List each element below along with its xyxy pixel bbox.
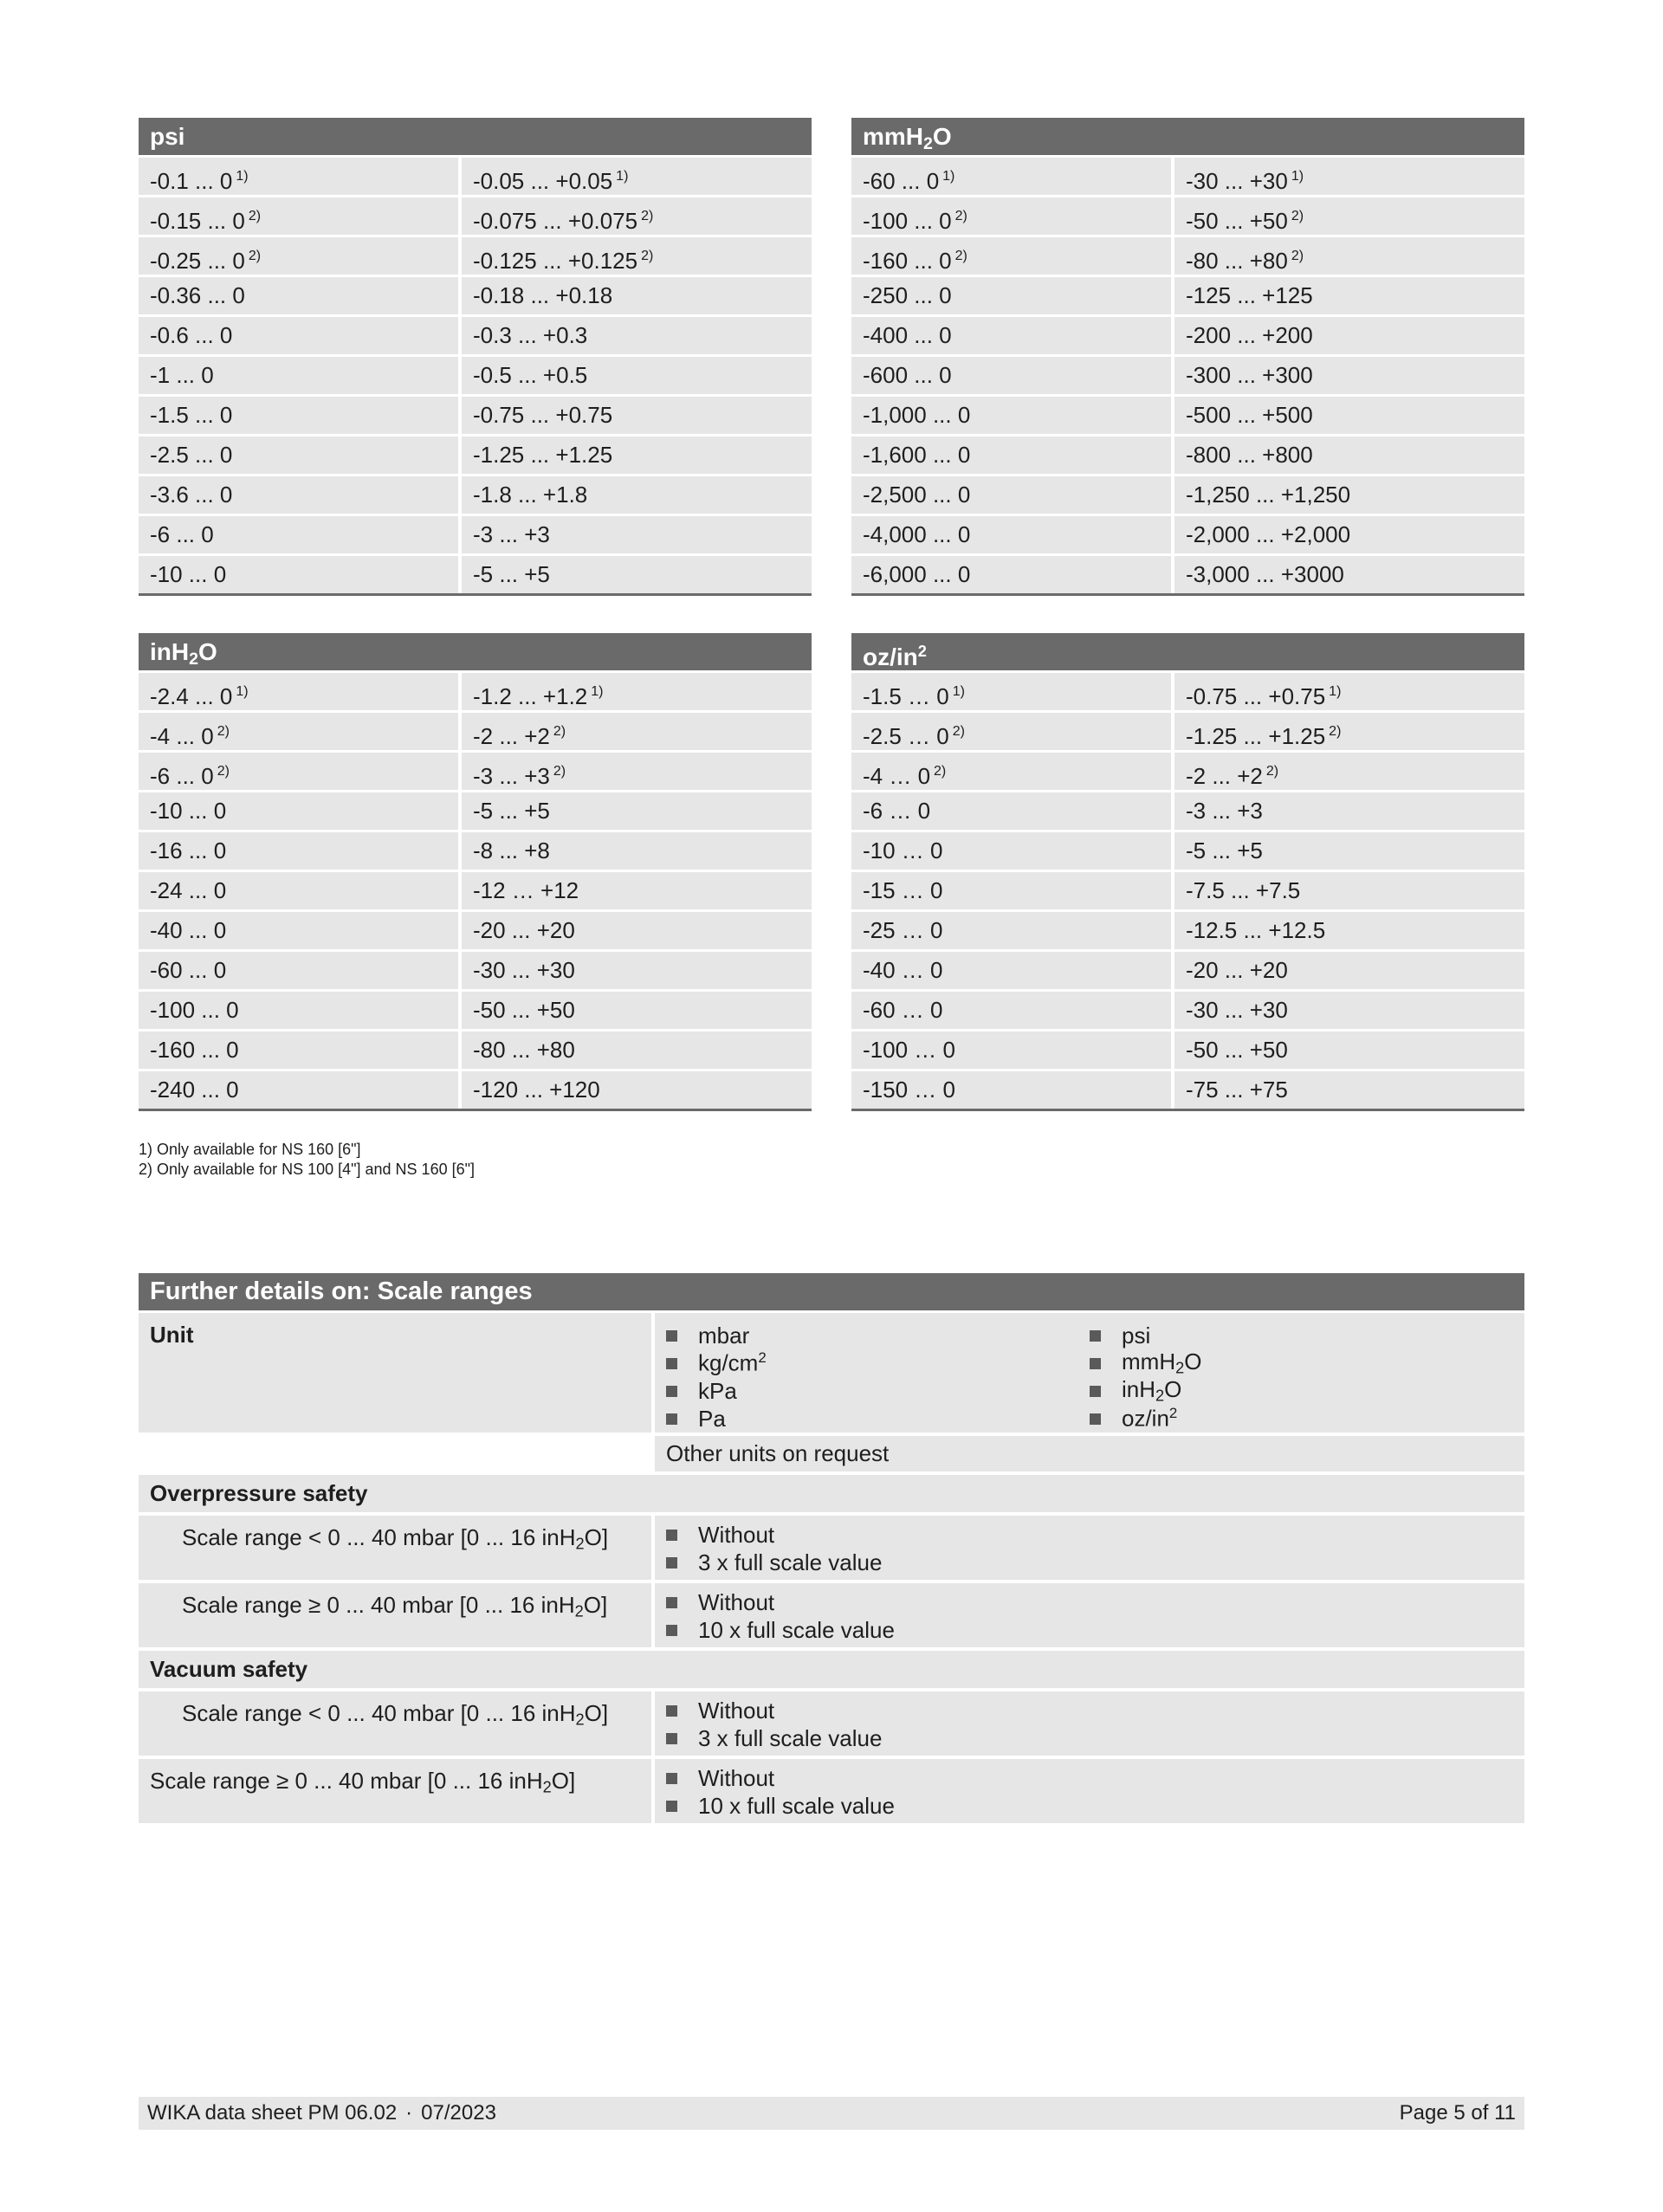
- table-row: [851, 832, 1524, 870]
- symmetric-range-cell: -7.5 ... +7.5: [1174, 872, 1524, 909]
- bullet-icon: [666, 1597, 677, 1608]
- table-row: [139, 556, 812, 593]
- table-title-ozin2: $oz/in^2$: [851, 633, 1524, 673]
- page-footer: [139, 2097, 1524, 2130]
- range-cell: -4 … 0 $^{2)}$: [851, 753, 1171, 790]
- units-list-1: [666, 1322, 1090, 1433]
- table-row: [139, 516, 812, 553]
- vacuum-options-ge: Without 10 x full scale value: [666, 1764, 1513, 1820]
- symmetric-range-cell: -0.75 ... +0.75 $^{1)}$: [1174, 673, 1524, 710]
- range-cell: -2.5 … 0 $^{2)}$: [851, 713, 1171, 750]
- symmetric-range-cell: -80 ... +80: [462, 1032, 812, 1069]
- other-units: Other units on request: [655, 1436, 1524, 1471]
- overpressure-options-ge: Without 10 x full scale value: [666, 1588, 1513, 1644]
- table-row: [139, 397, 812, 434]
- overpressure-range-ge: Scale range ≥ 0 ... 40 mbar [0 ... 16 inH$_2$O]: [139, 1583, 651, 1647]
- unit-item: $kg/cm^2$: [666, 1349, 1090, 1377]
- units-list-2: [1090, 1322, 1513, 1433]
- symmetric-range-cell: -200 ... +200: [1174, 317, 1524, 354]
- overpressure-row-lt: [139, 1516, 1524, 1580]
- bullet-icon: [666, 1705, 677, 1717]
- table-row: [139, 753, 812, 790]
- symmetric-range-cell: -3 ... +3: [1174, 792, 1524, 830]
- symmetric-range-cell: -20 ... +20: [1174, 952, 1524, 989]
- table-row: [851, 237, 1524, 275]
- range-cell: -2.4 ... 0 $^{1)}$: [139, 673, 458, 710]
- range-cell: -0.6 ... 0: [139, 317, 458, 354]
- table-row: [851, 197, 1524, 235]
- table-row: [851, 673, 1524, 710]
- psi-table: [139, 118, 812, 596]
- symmetric-range-cell: -50 ... +50: [462, 992, 812, 1029]
- table-row: [139, 357, 812, 394]
- range-cell: -240 ... 0: [139, 1071, 458, 1109]
- table-row: [139, 437, 812, 474]
- range-cell: -100 ... 0 $^{2)}$: [851, 197, 1171, 235]
- table-row: [851, 397, 1524, 434]
- table-row: [851, 277, 1524, 314]
- range-cell: -16 ... 0: [139, 832, 458, 870]
- symmetric-range-cell: -1.2 ... +1.2 $^{1)}$: [462, 673, 812, 710]
- table-row: [851, 952, 1524, 989]
- bullet-icon: [666, 1413, 677, 1425]
- table-row: [851, 872, 1524, 909]
- table-row: [851, 1071, 1524, 1109]
- range-cell: -40 ... 0: [139, 912, 458, 949]
- unit-label: Unit: [139, 1313, 651, 1433]
- bullet-icon: [1090, 1330, 1101, 1342]
- table-row: [139, 317, 812, 354]
- table-row: [139, 237, 812, 275]
- table-row: [139, 673, 812, 710]
- table-row: [139, 197, 812, 235]
- unit-item: mbar: [666, 1322, 1090, 1349]
- bullet-icon: [666, 1330, 677, 1342]
- table-bottom-rule: [851, 593, 1524, 596]
- symmetric-range-cell: -0.75 ... +0.75: [462, 397, 812, 434]
- symmetric-range-cell: -2 ... +2 $^{2)}$: [462, 713, 812, 750]
- range-cell: -6 … 0: [851, 792, 1171, 830]
- bullet-icon: [666, 1801, 677, 1812]
- table-bottom-rule: [139, 1109, 812, 1111]
- range-cell: -40 … 0: [851, 952, 1171, 989]
- table-row: [851, 158, 1524, 195]
- bullet-icon: [1090, 1386, 1101, 1397]
- bullet-icon: [666, 1733, 677, 1744]
- range-cell: -1,000 ... 0: [851, 397, 1171, 434]
- table-row: [139, 713, 812, 750]
- overpressure-range-lt: Scale range < 0 ... 40 mbar [0 ... 16 inH$_2$O]: [139, 1516, 651, 1580]
- table-title-mmh2o: mmH$_2$O: [851, 118, 1524, 158]
- symmetric-range-cell: -12.5 ... +12.5: [1174, 912, 1524, 949]
- range-cell: -60 ... 0: [139, 952, 458, 989]
- range-cell: -100 ... 0: [139, 992, 458, 1029]
- vacuum-label: Vacuum safety: [139, 1651, 1524, 1688]
- table-row: [851, 1032, 1524, 1069]
- range-cell: -24 ... 0: [139, 872, 458, 909]
- symmetric-range-cell: -8 ... +8: [462, 832, 812, 870]
- range-cell: -1,600 ... 0: [851, 437, 1171, 474]
- table-bottom-rule: [851, 1109, 1524, 1111]
- symmetric-range-cell: -3 ... +3: [462, 516, 812, 553]
- footnote-2: 2) Only available for NS 100 [4"] and NS 160 [6"]: [139, 1161, 475, 1178]
- details-title: Further details on: Scale ranges: [139, 1273, 1524, 1310]
- bullet-icon: [666, 1358, 677, 1369]
- symmetric-range-cell: -3,000 ... +3000: [1174, 556, 1524, 593]
- range-cell: -150 … 0: [851, 1071, 1171, 1109]
- table-row: [851, 912, 1524, 949]
- range-cell: -3.6 ... 0: [139, 476, 458, 514]
- table-row: [851, 992, 1524, 1029]
- symmetric-range-cell: -30 ... +30 $^{1)}$: [1174, 158, 1524, 195]
- symmetric-range-cell: -0.5 ... +0.5: [462, 357, 812, 394]
- table-bottom-rule: [139, 593, 812, 596]
- range-cell: -4,000 ... 0: [851, 516, 1171, 553]
- unit-item: psi: [1090, 1322, 1513, 1349]
- symmetric-range-cell: -80 ... +80 $^{2)}$: [1174, 237, 1524, 275]
- table-row: [851, 476, 1524, 514]
- symmetric-range-cell: -0.05 ... +0.05 $^{1)}$: [462, 158, 812, 195]
- table-row: [851, 437, 1524, 474]
- range-cell: -0.25 ... 0 $^{2)}$: [139, 237, 458, 275]
- table-row: [139, 792, 812, 830]
- footnotes: [139, 1140, 475, 1180]
- symmetric-range-cell: -2,000 ... +2,000: [1174, 516, 1524, 553]
- vacuum-range-lt: Scale range < 0 ... 40 mbar [0 ... 16 inH$_2$O]: [139, 1691, 651, 1756]
- symmetric-range-cell: -1.8 ... +1.8: [462, 476, 812, 514]
- range-cell: -1 ... 0: [139, 357, 458, 394]
- table-row: [139, 1071, 812, 1109]
- ozin2-table: [851, 633, 1524, 1111]
- inh2o-table: [139, 633, 812, 1111]
- overpressure-label: Overpressure safety: [139, 1475, 1524, 1512]
- table-title-inh2o: inH$_2$O: [139, 633, 812, 673]
- overpressure-options-lt: Without 3 x full scale value: [666, 1521, 1513, 1576]
- symmetric-range-cell: -75 ... +75: [1174, 1071, 1524, 1109]
- range-cell: -160 ... 0 $^{2)}$: [851, 237, 1171, 275]
- symmetric-range-cell: -1.25 ... +1.25 $^{2)}$: [1174, 713, 1524, 750]
- symmetric-range-cell: -800 ... +800: [1174, 437, 1524, 474]
- range-cell: -60 ... 0 $^{1)}$: [851, 158, 1171, 195]
- vacuum-row-ge: [139, 1759, 1524, 1823]
- mmh2o-table: [851, 118, 1524, 596]
- bullet-icon: [666, 1530, 677, 1541]
- unit-item: kPa: [666, 1377, 1090, 1405]
- range-cell: -25 … 0: [851, 912, 1171, 949]
- range-cell: -4 ... 0 $^{2)}$: [139, 713, 458, 750]
- unit-item: inH$_2$O: [1090, 1377, 1513, 1405]
- symmetric-range-cell: -5 ... +5: [462, 556, 812, 593]
- symmetric-range-cell: -1.25 ... +1.25: [462, 437, 812, 474]
- symmetric-range-cell: -50 ... +50: [1174, 1032, 1524, 1069]
- range-cell: -6 ... 0: [139, 516, 458, 553]
- table-row: [851, 713, 1524, 750]
- bullet-icon: [666, 1557, 677, 1568]
- symmetric-range-cell: -0.18 ... +0.18: [462, 277, 812, 314]
- range-cell: -1.5 ... 0: [139, 397, 458, 434]
- table-row: [139, 158, 812, 195]
- table-row: [139, 832, 812, 870]
- range-cell: -2.5 ... 0: [139, 437, 458, 474]
- symmetric-range-cell: -5 ... +5: [462, 792, 812, 830]
- symmetric-range-cell: -1,250 ... +1,250: [1174, 476, 1524, 514]
- range-cell: -10 ... 0: [139, 556, 458, 593]
- symmetric-range-cell: -3 ... +3 $^{2)}$: [462, 753, 812, 790]
- symmetric-range-cell: -2 ... +2 $^{2)}$: [1174, 753, 1524, 790]
- range-cell: -1.5 … 0 $^{1)}$: [851, 673, 1171, 710]
- footer-doc-id: WIKA data sheet PM 06.02 · 07/2023: [147, 2101, 496, 2125]
- table-row: [139, 872, 812, 909]
- bullet-icon: [666, 1773, 677, 1784]
- unit-row: [139, 1313, 1524, 1471]
- unit-item: mmH$_2$O: [1090, 1349, 1513, 1377]
- table-row: [139, 992, 812, 1029]
- footnote-1: 1) Only available for NS 160 [6"]: [139, 1141, 361, 1158]
- vacuum-options-lt: Without 3 x full scale value: [666, 1697, 1513, 1752]
- table-row: [851, 516, 1524, 553]
- table-row: [851, 556, 1524, 593]
- table-row: [851, 753, 1524, 790]
- units-cell: [655, 1313, 1524, 1433]
- symmetric-range-cell: -120 ... +120: [462, 1071, 812, 1109]
- bullet-icon: [1090, 1413, 1101, 1425]
- vacuum-row-lt: [139, 1691, 1524, 1756]
- range-cell: -6,000 ... 0: [851, 556, 1171, 593]
- table-row: [139, 1032, 812, 1069]
- symmetric-range-cell: -300 ... +300: [1174, 357, 1524, 394]
- range-cell: -2,500 ... 0: [851, 476, 1171, 514]
- bullet-icon: [666, 1625, 677, 1636]
- range-cell: -0.36 ... 0: [139, 277, 458, 314]
- vacuum-range-ge: Scale range ≥ 0 ... 40 mbar [0 ... 16 inH$_2$O]: [139, 1759, 651, 1823]
- unit-item: $oz/in^2$: [1090, 1405, 1513, 1433]
- table-row: [139, 912, 812, 949]
- range-cell: -10 ... 0: [139, 792, 458, 830]
- symmetric-range-cell: -30 ... +30: [462, 952, 812, 989]
- symmetric-range-cell: -12 … +12: [462, 872, 812, 909]
- range-cell: -10 … 0: [851, 832, 1171, 870]
- page-number: Page 5 of 11: [1399, 2101, 1516, 2125]
- details-table: [139, 1273, 1524, 1827]
- symmetric-range-cell: -5 ... +5: [1174, 832, 1524, 870]
- range-cell: -160 ... 0: [139, 1032, 458, 1069]
- bullet-icon: [1090, 1358, 1101, 1369]
- symmetric-range-cell: -30 ... +30: [1174, 992, 1524, 1029]
- table-row: [851, 317, 1524, 354]
- unit-item: Pa: [666, 1405, 1090, 1433]
- range-cell: -6 ... 0 $^{2)}$: [139, 753, 458, 790]
- symmetric-range-cell: -125 ... +125: [1174, 277, 1524, 314]
- range-cell: -100 … 0: [851, 1032, 1171, 1069]
- bullet-icon: [666, 1386, 677, 1397]
- table-row: [139, 277, 812, 314]
- symmetric-range-cell: -0.3 ... +0.3: [462, 317, 812, 354]
- range-cell: -60 … 0: [851, 992, 1171, 1029]
- table-row: [851, 357, 1524, 394]
- range-cell: -0.15 ... 0 $^{2)}$: [139, 197, 458, 235]
- table-row: [139, 952, 812, 989]
- table-title-psi: psi: [139, 118, 812, 158]
- symmetric-range-cell: -500 ... +500: [1174, 397, 1524, 434]
- range-cell: -15 … 0: [851, 872, 1171, 909]
- symmetric-range-cell: -0.075 ... +0.075 $^{2)}$: [462, 197, 812, 235]
- range-cell: -0.1 ... 0 $^{1)}$: [139, 158, 458, 195]
- symmetric-range-cell: -0.125 ... +0.125 $^{2)}$: [462, 237, 812, 275]
- table-row: [139, 476, 812, 514]
- range-cell: -400 ... 0: [851, 317, 1171, 354]
- symmetric-range-cell: -20 ... +20: [462, 912, 812, 949]
- range-cell: -250 ... 0: [851, 277, 1171, 314]
- overpressure-row-ge: [139, 1583, 1524, 1647]
- range-cell: -600 ... 0: [851, 357, 1171, 394]
- symmetric-range-cell: -50 ... +50 $^{2)}$: [1174, 197, 1524, 235]
- table-row: [851, 792, 1524, 830]
